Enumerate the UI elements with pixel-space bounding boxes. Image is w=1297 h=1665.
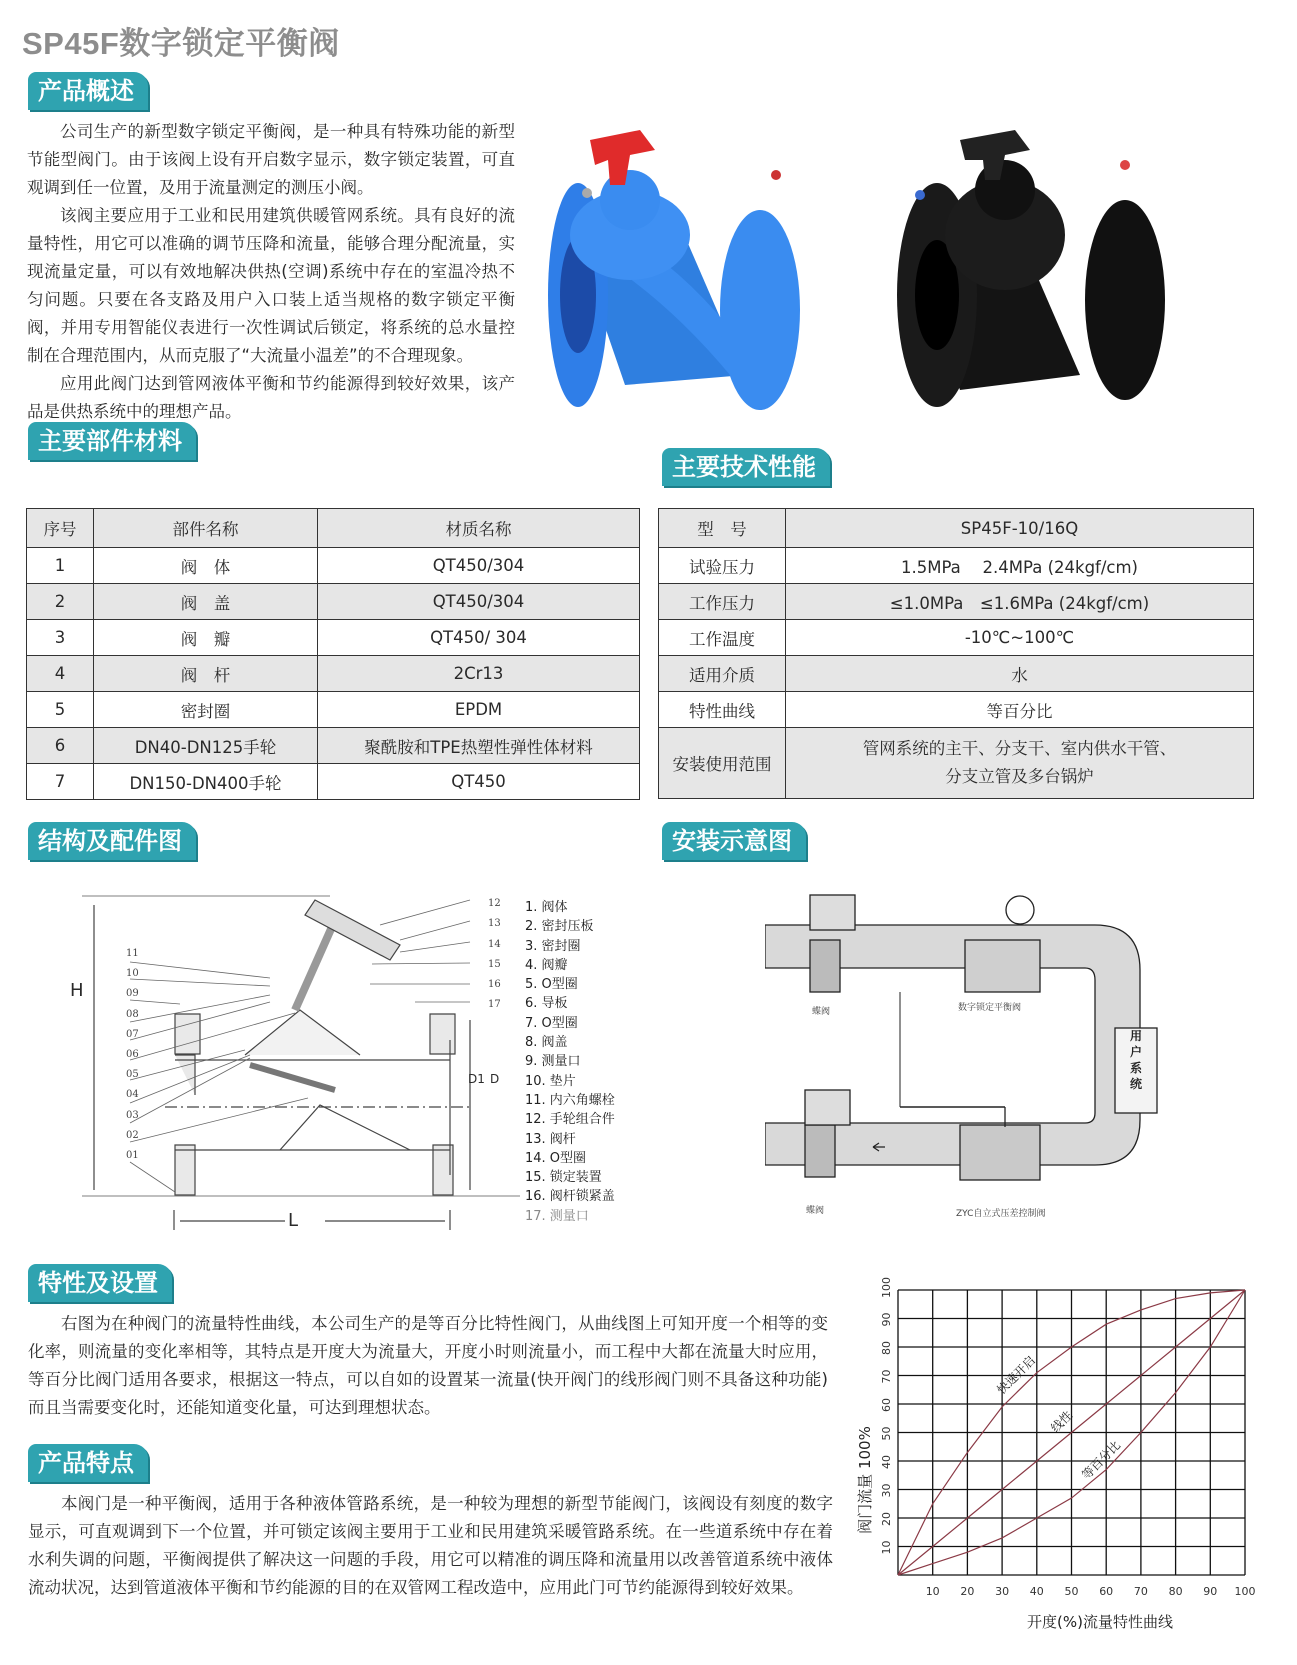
cell: 阀 体 [94, 548, 318, 584]
legend-item: 6. 导板 [525, 996, 568, 1012]
legend-item: 8. 阀盖 [525, 1035, 568, 1051]
table-row [27, 620, 640, 656]
label-user-system: 用户系统 [1130, 1029, 1143, 1091]
parts-legend [525, 898, 615, 1226]
legend-item: 13. 阀杆 [525, 1131, 576, 1147]
table-row [27, 584, 640, 620]
svg-text:100: 100 [880, 1277, 893, 1298]
cell: 1 [27, 548, 94, 584]
dimension-label-d1: D1 [468, 1072, 485, 1086]
callout: 08 [126, 1008, 139, 1020]
legend-item: 17. 测量口 [525, 1208, 589, 1224]
cell: 安装使用范围 [659, 728, 786, 799]
cell: 试验压力 [659, 548, 786, 584]
svg-text:80: 80 [880, 1341, 893, 1355]
svg-text:40: 40 [1029, 1585, 1044, 1598]
cell: 水 [786, 656, 1254, 692]
characteristics-text [28, 1310, 828, 1422]
cell: 等百分比 [786, 692, 1254, 728]
cell: QT450/304 [318, 584, 640, 620]
characteristics-paragraph: 右图为在种阀门的流量特性曲线，本公司生产的是等百分比特性阀门，从曲线图上可知开度一个相等的变化率，则流量的变化率相等，其特点是开度大为流量大，开度小时则流量小，而工程中大都在流量大时应用，等百分比阀门适用各要求，根据这一特点，可以自如的设置某一流量(快开阀门的线形阀门则不具备这种功能)而且当需要变化时，还能知道变化量，可达到理想状态。 [28, 1314, 828, 1417]
cell: 7 [27, 764, 94, 800]
label-diff-pressure-valve: ZYC自立式压差控制阀 [956, 1209, 1046, 1219]
cell: ≤1.0MPa ≤1.6MPa (24kgf/cm) [786, 584, 1254, 620]
legend-item: 16. 阀杆锁紧盖 [525, 1189, 615, 1205]
svg-text:90: 90 [880, 1312, 893, 1327]
callout: 10 [126, 968, 139, 980]
legend-item: 3. 密封圈 [525, 938, 581, 954]
svg-text:80: 80 [1168, 1585, 1183, 1598]
curve-label-quick-open: 快速开启 [994, 1353, 1039, 1398]
table-row [659, 692, 1254, 728]
specs-table [658, 508, 1254, 799]
cell: 工作温度 [659, 620, 786, 656]
callout: 04 [126, 1089, 139, 1101]
svg-text:60: 60 [1099, 1585, 1114, 1598]
legend-item: 10. 垫片 [525, 1073, 576, 1089]
product-photos [530, 125, 1285, 415]
cell-line: 分支立管及多台锅炉 [945, 767, 1094, 786]
cell: EPDM [318, 692, 640, 728]
black-valve-image [897, 130, 1165, 407]
cell: 3 [27, 620, 94, 656]
legend-item: 9. 测量口 [525, 1054, 581, 1070]
overview-text [27, 118, 515, 426]
cell: 聚酰胺和TPE热塑性弹性体材料 [318, 728, 640, 764]
callout: 06 [126, 1049, 139, 1061]
cell [786, 728, 1254, 799]
curve-label-equal-percentage: 等百分比 [1079, 1438, 1124, 1483]
cell: -10℃~100℃ [786, 620, 1254, 656]
overview-paragraph: 该阀主要应用于工业和民用建筑供暖管网系统。具有良好的流量特性，用它可以准确的调节压降和流量，能够合理分配流量，实现流量定量，可以有效地解决供热(空调)系统中存在的室温冷热不匀问题。只要在各支路及用户入口装上适当规格的数字锁定平衡阀，并用专用智能仪表进行一次性调试后锁定，将系统的总水量控制在合理范围内，从而克服了“大流量小温差”的不合理现象。 [27, 206, 515, 365]
section-heading-features: 产品特点 [28, 1444, 148, 1482]
svg-text:20: 20 [880, 1512, 893, 1526]
installation-diagram [765, 885, 1185, 1215]
cell: 5 [27, 692, 94, 728]
dimension-label-d: D [490, 1072, 500, 1086]
label-balance-valve: 数字锁定平衡阀 [958, 1003, 1022, 1013]
cell: 适用介质 [659, 656, 786, 692]
section-heading-specs: 主要技术性能 [662, 448, 830, 486]
svg-text:90: 90 [1203, 1585, 1218, 1598]
legend-item: 1. 阀体 [525, 900, 568, 915]
table-row [27, 764, 640, 800]
cell: 阀 盖 [94, 584, 318, 620]
callout: 07 [126, 1028, 139, 1040]
table-row [27, 692, 640, 728]
svg-text:70: 70 [1133, 1585, 1148, 1598]
svg-text:100: 100 [1234, 1585, 1256, 1598]
dimension-label-h: H [70, 980, 84, 1001]
svg-text:70: 70 [880, 1369, 893, 1384]
svg-text:10: 10 [880, 1540, 893, 1555]
y-axis-ticks [880, 1277, 893, 1555]
table-row [27, 728, 640, 764]
cell: QT450 [318, 764, 640, 800]
legend-item: 14. O型圈 [525, 1150, 587, 1166]
callout: 03 [126, 1109, 139, 1121]
table-row [659, 584, 1254, 620]
header-cell: 材质名称 [318, 509, 640, 548]
table-header-row [27, 509, 640, 548]
chart-y-axis-title: 阀门流量 100% [856, 1426, 874, 1534]
cell: 密封圈 [94, 692, 318, 728]
cell: 6 [27, 728, 94, 764]
table-row [659, 620, 1254, 656]
table-row [27, 548, 640, 584]
cell-line: 管网系统的主干、分支干、室内供水干管、 [862, 739, 1177, 758]
header-cell: 序号 [27, 509, 94, 548]
table-row [659, 728, 1254, 799]
svg-text:60: 60 [880, 1398, 893, 1412]
svg-text:30: 30 [880, 1483, 893, 1498]
features-text [28, 1490, 833, 1602]
overview-paragraph: 应用此阀门达到管网液体平衡和节约能源得到较好效果，该产品是供热系统中的理想产品。 [27, 374, 515, 421]
callout: 01 [126, 1150, 139, 1162]
materials-table [26, 508, 640, 800]
cell: QT450/304 [318, 548, 640, 584]
cell: 2 [27, 584, 94, 620]
section-heading-materials: 主要部件材料 [28, 422, 196, 460]
callout: 02 [126, 1129, 139, 1141]
svg-text:20: 20 [960, 1585, 975, 1598]
x-axis-ticks [926, 1585, 1256, 1598]
callout: 11 [126, 948, 139, 959]
callout: 12 [488, 898, 501, 909]
page-title: SP45F数字锁定平衡阀 [22, 26, 340, 61]
cell: QT450/ 304 [318, 620, 640, 656]
callout: 17 [488, 999, 501, 1011]
cell: 阀 瓣 [94, 620, 318, 656]
cell: 4 [27, 656, 94, 692]
callout: 13 [488, 918, 501, 930]
callout: 16 [488, 979, 501, 991]
cell: 特性曲线 [659, 692, 786, 728]
callout: 14 [488, 938, 501, 950]
blue-valve-image [548, 130, 800, 410]
chart-x-axis-title: 开度(%)流量特性曲线 [1027, 1613, 1173, 1631]
cell: SP45F-10/16Q [786, 509, 1254, 548]
flow-characteristic-chart [850, 1270, 1295, 1665]
table-row [27, 656, 640, 692]
features-paragraph: 本阀门是一种平衡阀，适用于各种液体管路系统，是一种较为理想的新型节能阀门，该阀设有刻度的数字显示，可直观调到下一个位置，并可锁定该阀主要用于工业和民用建筑采暖管路系统。在一些道系统中存在着水利失调的问题，平衡阀提供了解决这一问题的手段，用它可以精准的调压降和流量用以改善管道系统中液体流动状况，达到管道液体平衡和节约能源的目的在双管网工程改造中，应用此门可节约能源得到较好效果。 [28, 1494, 833, 1597]
legend-item: 15. 锁定装置 [525, 1170, 602, 1186]
callout: 05 [126, 1069, 139, 1081]
callouts-left [126, 944, 139, 1166]
legend-item: 5. O型圈 [525, 977, 578, 993]
callouts-right [488, 894, 501, 1016]
svg-text:30: 30 [995, 1585, 1010, 1598]
svg-text:50: 50 [1064, 1585, 1079, 1598]
section-heading-install: 安装示意图 [662, 822, 806, 860]
cell: 1.5MPa 2.4MPa (24kgf/cm) [786, 548, 1254, 584]
legend-item: 2. 密封压板 [525, 919, 594, 935]
cell: 2Cr13 [318, 656, 640, 692]
svg-text:50: 50 [880, 1426, 893, 1441]
table-row [659, 509, 1254, 548]
legend-item: 11. 内六角螺栓 [525, 1092, 615, 1108]
svg-text:40: 40 [880, 1455, 893, 1469]
callout: 09 [126, 988, 139, 1000]
table-row [659, 548, 1254, 584]
overview-paragraph: 公司生产的新型数字锁定平衡阀，是一种具有特殊功能的新型节能型阀门。由于该阀上设有开启数字显示，数字锁定装置，可直观调到任一位置，及用于流量测定的测压小阀。 [27, 122, 515, 197]
label-butterfly-valve-top: 蝶阀 [812, 1007, 831, 1017]
cell: 阀 杆 [94, 656, 318, 692]
legend-item: 7. O型圈 [525, 1015, 578, 1031]
cell: 型 号 [659, 509, 786, 548]
cell: DN150-DN400手轮 [94, 764, 318, 800]
legend-item: 4. 阀瓣 [525, 957, 568, 973]
label-butterfly-valve-bottom: 蝶阀 [806, 1206, 825, 1216]
dimension-label-l: L [288, 1210, 299, 1231]
curve-label-linear: 线性 [1048, 1408, 1076, 1436]
section-heading-overview: 产品概述 [28, 72, 148, 110]
callout: 15 [488, 958, 501, 970]
cell: DN40-DN125手轮 [94, 728, 318, 764]
svg-text:10: 10 [925, 1585, 940, 1598]
section-heading-characteristics: 特性及设置 [28, 1264, 172, 1302]
legend-item: 12. 手轮组合件 [525, 1112, 615, 1128]
table-row [659, 656, 1254, 692]
header-cell: 部件名称 [94, 509, 318, 548]
section-heading-structure: 结构及配件图 [28, 822, 196, 860]
cell: 工作压力 [659, 584, 786, 620]
